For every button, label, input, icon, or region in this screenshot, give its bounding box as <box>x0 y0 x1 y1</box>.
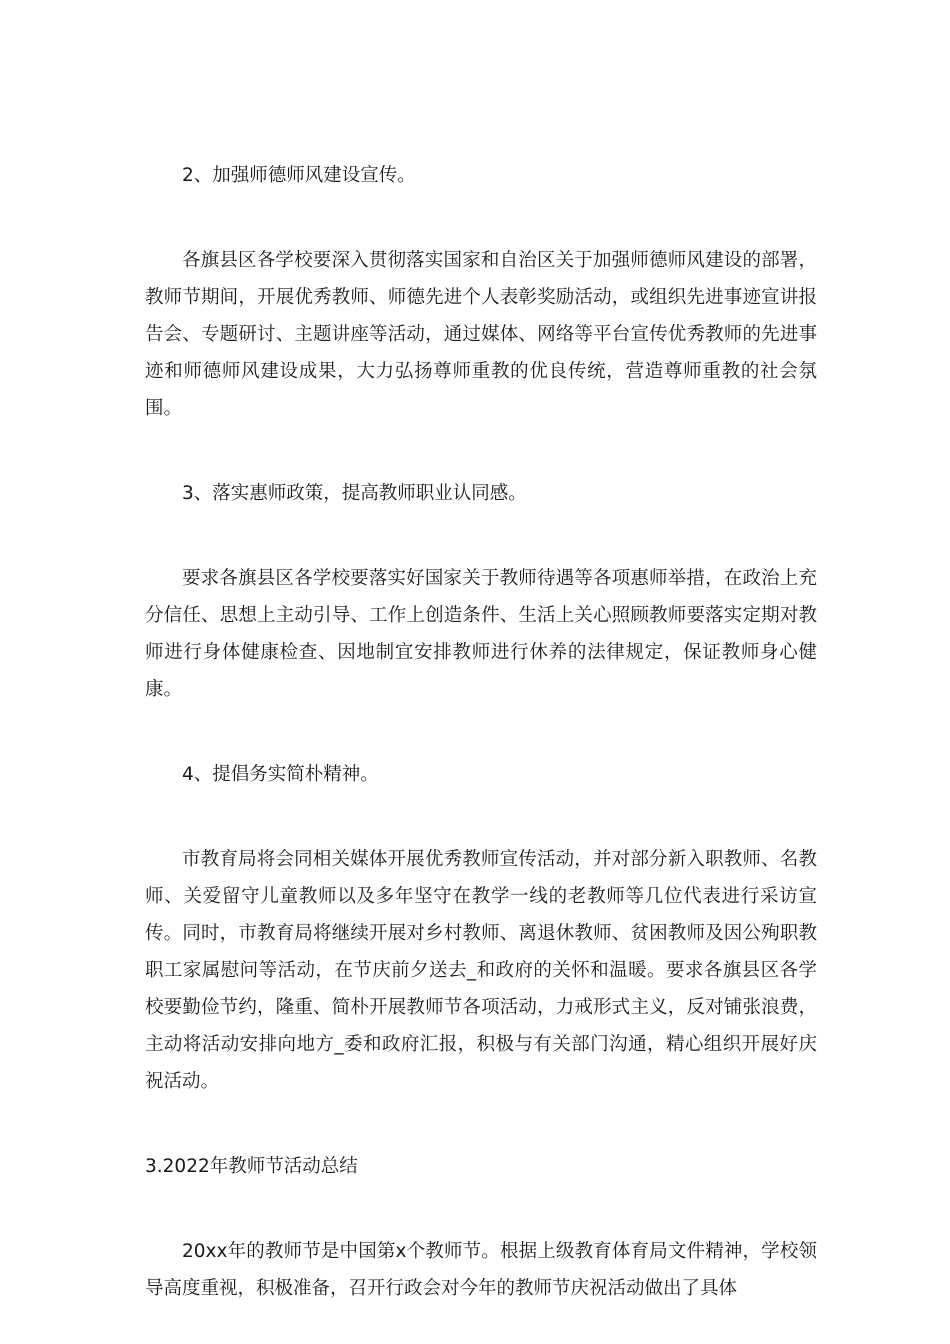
subheading-3: 3、落实惠师政策，提高教师职业认同感。 <box>182 483 527 504</box>
paragraph-teacher-ethics: 各旗县区各学校要深入贯彻落实国家和自治区关于加强师德师风建设的部署，教师节期间，开展优秀教师、师德先进个人表彰奖励活动，或组织先进事迹宣讲报告会、专题研讨、主题讲座等活动，通过媒体、网络等平台宣传优秀教师的先进事迹和师德师风建设成果，大力弘扬尊师重教的优良传统，营造尊师重教的社会氛围。 <box>145 250 817 419</box>
paragraph-summary-intro: 20xx年的教师节是中国第x个教师节。根据上级教育体育局文件精神，学校领导高度重视，积极准备，召开行政会对今年的教师节庆祝活动做出了具体 <box>145 1241 817 1299</box>
subheading-2: 2、加强师德师风建设宣传。 <box>182 165 416 186</box>
subheading-4: 4、提倡务实简朴精神。 <box>182 764 379 785</box>
paragraph-frugality: 市教育局将会同相关媒体开展优秀教师宣传活动，并对部分新入职教师、名教师、关爱留守儿童教师以及多年坚守在教学一线的老教师等几位代表进行采访宣传。同时，市教育局将继续开展对乡村教师、离退休教师、贫困教师及因公殉职教职工家属慰问等活动，在节庆前夕送去_和政府的关怀和温暖。要求各旗县区各学校要勤俭节约，隆重、简朴开展教师节各项活动，力戒形式主义，反对铺张浪费，主动将活动安排向地方_委和政府汇报，积极与有关部门沟通，精心组织开展好庆祝活动。 <box>145 849 817 1092</box>
section-title-summary: 3.2022年教师节活动总结 <box>145 1156 358 1177</box>
paragraph-teacher-policy: 要求各旗县区各学校要落实好国家关于教师待遇等各项惠师举措，在政治上充分信任、思想上主动引导、工作上创造条件、生活上关心照顾教师要落实定期对教师进行身体健康检查、因地制宜安排教师进行休养的法律规定，保证教师身心健康。 <box>145 568 817 700</box>
document-body <box>145 157 817 1307</box>
